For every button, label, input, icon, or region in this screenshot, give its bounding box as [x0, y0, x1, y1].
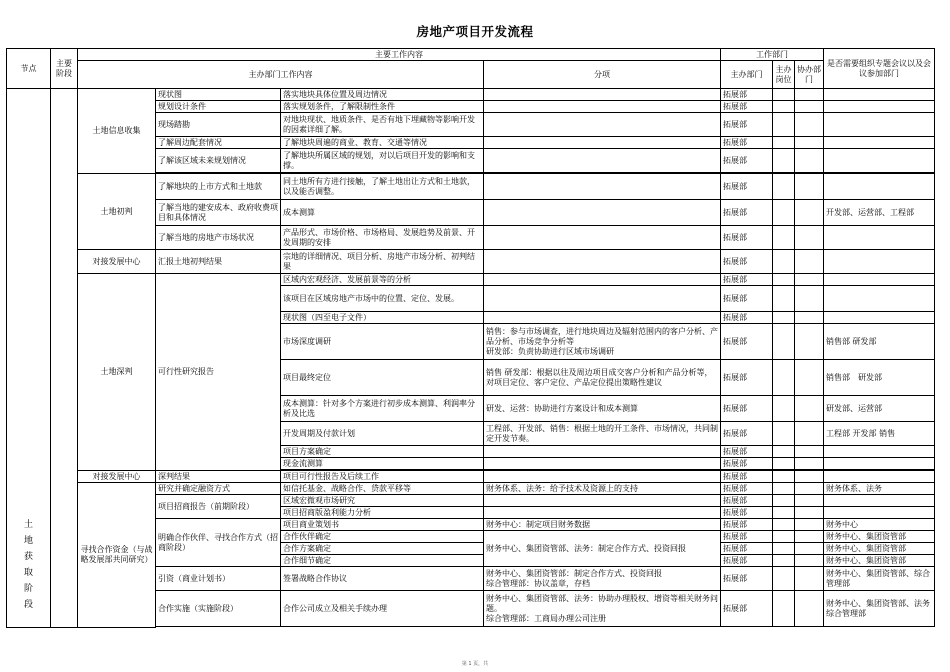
content: 合作方案确定	[281, 543, 484, 555]
stage-funding: 寻找合作资金（与战略发展部共同研究）	[78, 483, 156, 628]
task: 了解当地的建安成本、政府收费项目和具体情况	[156, 200, 281, 226]
content: 现状图（四至电子文件）	[281, 312, 484, 324]
host-dept: 拓展部	[721, 360, 773, 396]
task: 研究并确定融资方式	[156, 483, 281, 495]
header-node: 节点	[7, 49, 51, 89]
host-dept: 拓展部	[721, 471, 773, 483]
header-host-post: 主办岗位	[773, 61, 795, 89]
task: 合作实施（实施阶段）	[156, 591, 281, 627]
header-work-dept: 工作部门	[721, 49, 824, 61]
task: 明确合作伙伴、寻找合作方式（招商阶段）	[156, 519, 281, 567]
host-dept: 拓展部	[721, 149, 773, 173]
content: 项目可行性报告及后续工作	[281, 471, 484, 483]
stage-land-info: 土地信息收集	[78, 89, 156, 174]
task: 了解地块的上市方式和土地款	[156, 174, 281, 200]
meeting: 工程部 开发部 销售	[824, 422, 935, 446]
subitem: 工程部、开发部、销售：根据土地的开工条件、市场情况，共同制定开发节奏。	[484, 422, 721, 446]
meeting: 财务中心、集团资管部	[824, 531, 935, 543]
content: 同土地所有方进行接触，了解土地出让方式和土地款，以及能否调整。	[281, 174, 484, 200]
host-dept: 拓展部	[721, 89, 773, 101]
task: 项目招商报告（前期阶段）	[156, 495, 281, 519]
task: 引资（商业计划书）	[156, 567, 281, 591]
meeting: 财务中心、集团资管部	[824, 555, 935, 567]
content: 了解地块所属区域的规划，对以后项目开发的影响和支撑。	[281, 149, 484, 173]
task: 规划设计条件	[156, 101, 281, 113]
header-meeting: 是否需要组织专题会议以及会议参加部门	[824, 49, 935, 89]
content: 合作公司成立及相关手续办理	[281, 591, 484, 627]
stage-dock-center: 对接发展中心	[78, 250, 156, 274]
meeting: 财务体系、法务	[824, 483, 935, 495]
content: 对地块现状、地质条件、是否有地下埋藏物等影响开发的因素详细了解。	[281, 113, 484, 137]
subitem: 财务中心、集团资管部、法务：制定合作方式、投资回报	[484, 531, 721, 567]
header-main-work: 主要工作内容	[78, 49, 721, 61]
meeting: 财务中心、集团资管部、综合管理部	[824, 567, 935, 591]
content: 合作细节确定	[281, 555, 484, 567]
header-sub-item: 分项	[484, 61, 721, 89]
content: 项目方案确定	[281, 446, 484, 458]
meeting: 销售部 研发部	[824, 324, 935, 360]
host-dept: 拓展部	[721, 507, 773, 519]
subitem: 财务中心、集团资管部：制定合作方式、投资回报 综合管理部：协议盖章，存档	[484, 567, 721, 591]
header-host-content: 主办部门工作内容	[78, 61, 484, 89]
stage-land-deep: 土地深判	[78, 274, 156, 471]
content: 落实地块具体位置及周边情况	[281, 89, 484, 101]
host-dept: 拓展部	[721, 446, 773, 458]
host-dept: 拓展部	[721, 396, 773, 422]
task: 了解周边配套情况	[156, 137, 281, 149]
task: 了解当地的房地产市场状况	[156, 226, 281, 250]
host-dept: 拓展部	[721, 567, 773, 591]
content: 开发周期及付款计划	[281, 422, 484, 446]
meeting: 财务中心	[824, 519, 935, 531]
host-dept: 拓展部	[721, 250, 773, 274]
host-dept: 拓展部	[721, 286, 773, 312]
page-title: 房地产项目开发流程	[416, 24, 534, 39]
task: 现状图	[156, 89, 281, 101]
content: 落实规划条件，了解限制性条件	[281, 101, 484, 113]
subitem: 销售：参与市场调查，进行地块周边及辐射范围内的客户分析、产品分析、市场竞争分析等 研发部：负责协助进行区域市场调研	[484, 324, 721, 360]
content: 项目招商版盈利能力分析	[281, 507, 484, 519]
process-table	[6, 48, 935, 628]
task: 现场踏勘	[156, 113, 281, 137]
subitem: 财务中心：制定项目财务数据	[484, 519, 721, 531]
host-dept: 拓展部	[721, 113, 773, 137]
host-dept: 拓展部	[721, 422, 773, 446]
host-dept: 拓展部	[721, 519, 773, 531]
host-dept: 拓展部	[721, 101, 773, 113]
host-dept: 拓展部	[721, 495, 773, 507]
host-dept: 拓展部	[721, 137, 773, 149]
subitem: 销售 研发部：根据以往及周边项目成交客户分析和产品分析等，对项目定位、客户定位、产品定位提出策略性建议	[484, 360, 721, 396]
content: 宗地的详细情况、项目分析、房地产市场分析、初判结果	[281, 250, 484, 274]
host-dept: 拓展部	[721, 324, 773, 360]
content: 该项目在区域房地产市场中的位置、定位、发展。	[281, 286, 484, 312]
subitem: 研发、运营：协助进行方案设计和成本测算	[484, 396, 721, 422]
content: 项目最终定位	[281, 360, 484, 396]
host-dept: 拓展部	[721, 312, 773, 324]
stage-dock-center-2: 对接发展中心	[78, 471, 156, 483]
stage-empty	[51, 89, 78, 628]
meeting: 财务中心、集团资管部、法务综合管理部	[824, 591, 935, 627]
content: 项目商业策划书	[281, 519, 484, 531]
content: 市场深度调研	[281, 324, 484, 360]
content: 区域宏微观市场研究	[281, 495, 484, 507]
content: 了解地块周遍的商业、教育、交通等情况	[281, 137, 484, 149]
header-stage: 主要阶段	[51, 49, 78, 89]
task: 了解该区域未来规划情况	[156, 149, 281, 173]
content: 签署战略合作协议	[281, 567, 484, 591]
content: 成本测算：针对多个方案进行初步成本测算、利润率分析及比选	[281, 396, 484, 422]
host-dept: 拓展部	[721, 531, 773, 543]
page-footer: 第 1 页，共	[461, 661, 489, 667]
host-dept: 拓展部	[721, 555, 773, 567]
meeting: 销售部 研发部	[824, 360, 935, 396]
host-dept: 拓展部	[721, 543, 773, 555]
node-label: 土地获取阶段	[7, 89, 51, 628]
host-dept: 拓展部	[721, 591, 773, 627]
meeting: 财务中心、集团资管部	[824, 543, 935, 555]
stage-land-prejudge: 土地初判	[78, 174, 156, 250]
host-dept: 拓展部	[721, 483, 773, 495]
host-dept: 拓展部	[721, 458, 773, 470]
host-dept: 拓展部	[721, 174, 773, 200]
header-assist-dept: 协办部门	[795, 61, 824, 89]
task: 汇报土地初判结果	[156, 250, 281, 274]
content: 如信托基金、战略合作、贷款平移等	[281, 483, 484, 495]
subitem: 财务中心、集团资管部、法务：协助办理股权、增资等相关财务问题。 综合管理部：工商局办理公司注册	[484, 591, 721, 627]
content: 成本测算	[281, 200, 484, 226]
subitem	[484, 89, 721, 101]
host-dept: 拓展部	[721, 274, 773, 286]
task: 深判结果	[156, 471, 281, 483]
content: 产品形式、市场价格、市场格局、发展趋势及前景、开发周期的安排	[281, 226, 484, 250]
content: 合作伙伴确定	[281, 531, 484, 543]
meeting: 研发部、运营部	[824, 396, 935, 422]
host-dept: 拓展部	[721, 200, 773, 226]
header-host-dept: 主办部门	[721, 61, 773, 89]
subitem: 财务体系、法务：给予技术及资源上的支持	[484, 483, 721, 495]
content: 区域内宏观经济、发展前景等的分析	[281, 274, 484, 286]
content: 现金流测算	[281, 458, 484, 470]
meeting: 开发部、运营部、工程部	[824, 200, 935, 226]
task: 可行性研究报告	[156, 274, 281, 471]
host-dept: 拓展部	[721, 226, 773, 250]
